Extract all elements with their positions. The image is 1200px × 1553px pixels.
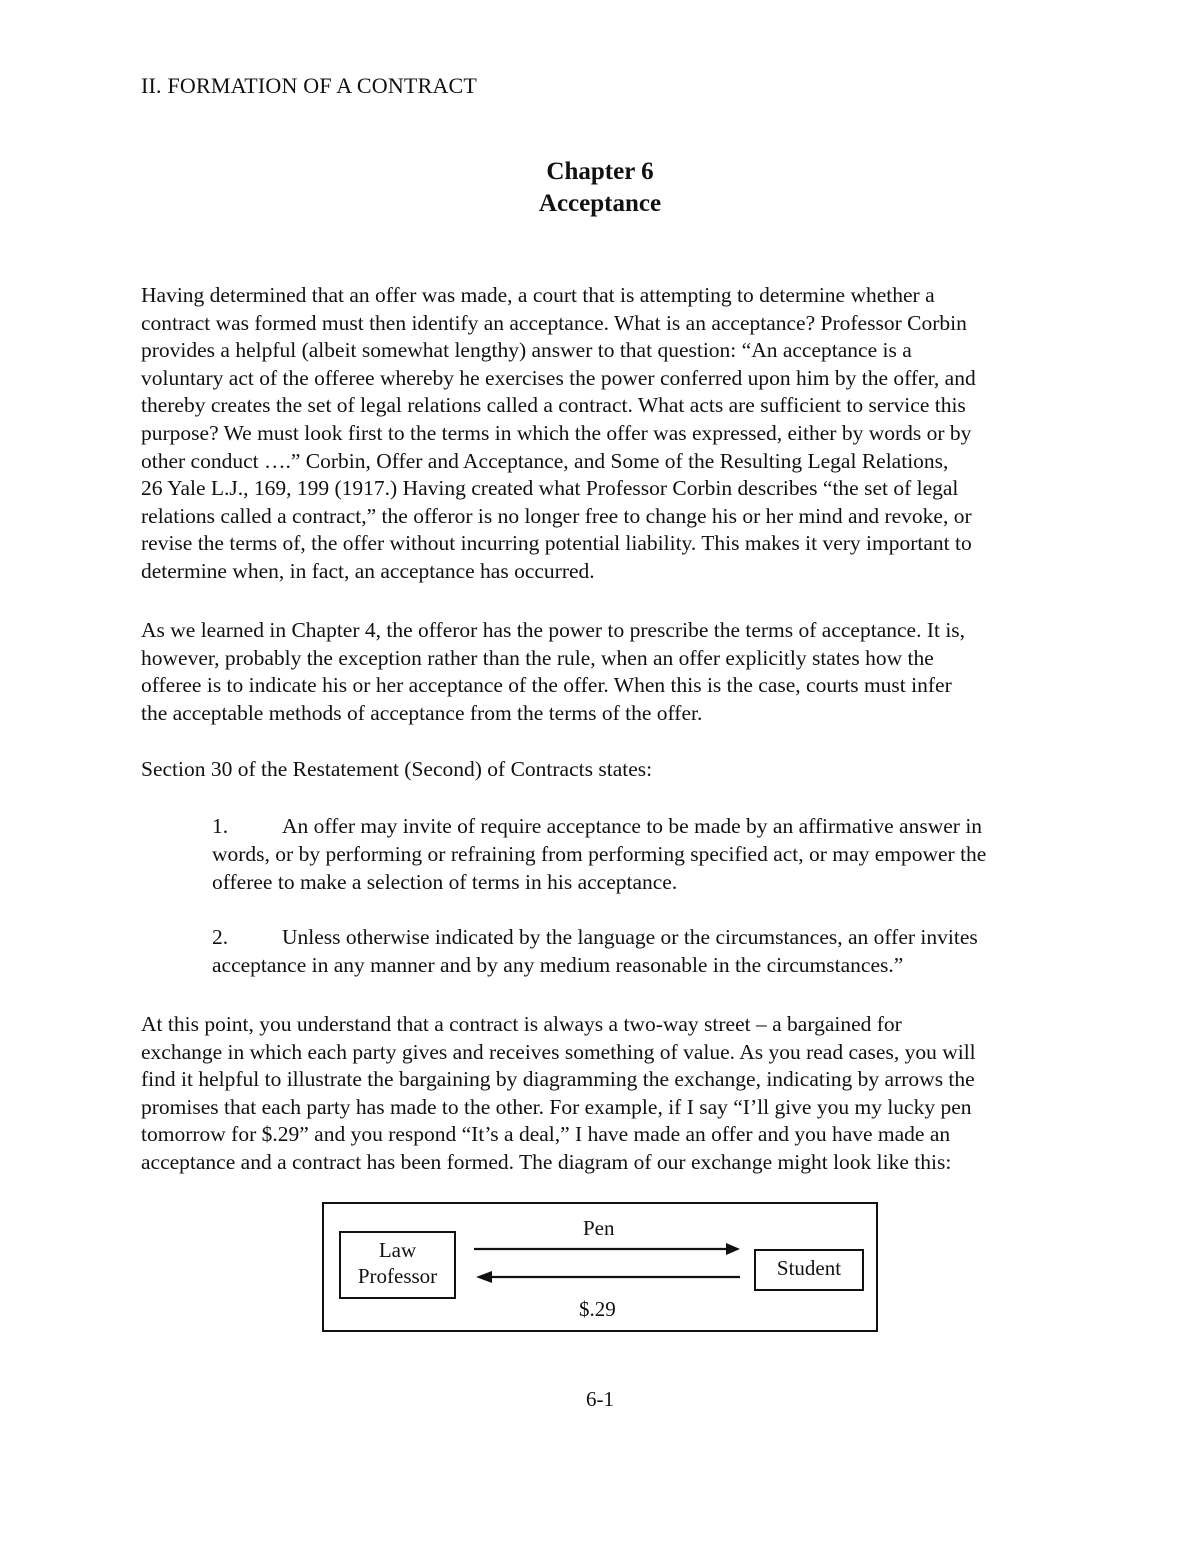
list-line <box>212 812 1072 840</box>
law-professor-box <box>339 1231 456 1299</box>
text-line: the acceptable methods of acceptance from the terms of the offer. <box>141 700 703 725</box>
text-line: provides a helpful (albeit somewhat lengthy) answer to that question: “An acceptance is a <box>141 338 912 363</box>
pen-label: Pen <box>583 1216 615 1240</box>
list-text: Unless otherwise indicated by the language or the circumstances, an offer invites <box>282 925 978 949</box>
page-number: 6-1 <box>586 1387 614 1411</box>
list-line: acceptance in any manner and by any medium reasonable in the circumstances.” <box>212 953 904 977</box>
text-line: promises that each party has made to the other. For example, if I say “I’ll give you my lucky pen <box>141 1094 972 1119</box>
arrow-to-professor-head <box>476 1271 492 1283</box>
student-box: Student <box>754 1249 864 1291</box>
paragraph-offeror-power <box>141 617 1061 727</box>
text-line: Section 30 of the Restatement (Second) of Contracts states: <box>141 757 653 781</box>
section-heading: II. FORMATION OF A CONTRACT <box>141 73 478 98</box>
text-line: 26 Yale L.J., 169, 199 (1917.) Having created what Professor Corbin describes “the set of legal <box>141 476 959 501</box>
text-line: Having determined that an offer was made, a court that is attempting to determine whether a <box>141 283 935 307</box>
text-line: purpose? We must look first to the terms in which the offer was expressed, either by words or by <box>141 420 972 445</box>
text-line: relations called a contract,” the offeror is no longer free to change his or her mind and revoke, or <box>141 503 972 528</box>
text-line: thereby creates the set of legal relations called a contract. What acts are sufficient to service this <box>141 393 966 418</box>
paragraph-two-way-street <box>141 1011 1061 1177</box>
chapter-title: Chapter 6 <box>546 158 654 185</box>
list-item-1 <box>212 812 1072 896</box>
paragraph-restatement-intro <box>141 756 1061 784</box>
text-line: tomorrow for $.29” and you respond “It’s a deal,” I have made an offer and you have made an <box>141 1122 951 1147</box>
text-line: At this point, you understand that a contract is always a two-way street – a bargained for <box>141 1012 902 1036</box>
text-line: exchange in which each party gives and receives something of value. As you read cases, you will <box>141 1039 976 1064</box>
text-line: voluntary act of the offeree whereby he exercises the power conferred upon him by the offer, and <box>141 365 976 390</box>
list-number: 2. <box>212 925 229 949</box>
price-label: $.29 <box>579 1297 616 1321</box>
text-line: find it helpful to illustrate the bargaining by diagramming the exchange, indicating by arrows the <box>141 1067 975 1092</box>
box-label: Law <box>378 1238 417 1262</box>
text-line: offeree is to indicate his or her acceptance of the offer. When this is the case, courts must infer <box>141 673 952 698</box>
text-line: determine when, in fact, an acceptance has occurred. <box>141 558 595 583</box>
list-line: words, or by performing or refraining from performing specified act, or may empower the <box>212 842 987 866</box>
box-label: Professor <box>357 1264 438 1288</box>
exchange-diagram <box>322 1202 878 1332</box>
paragraph-intro <box>141 282 1061 586</box>
chapter-subtitle: Acceptance <box>538 190 662 217</box>
list-text: An offer may invite of require acceptance to be made by an affirmative answer in <box>282 814 983 838</box>
list-item-2 <box>212 923 1072 979</box>
text-line: revise the terms of, the offer without incurring potential liability. This makes it very important to <box>141 531 972 556</box>
list-line: offeree to make a selection of terms in his acceptance. <box>212 870 678 894</box>
list-number: 1. <box>212 814 229 838</box>
text-line: contract was formed must then identify an acceptance. What is an acceptance? Professor Corbin <box>141 310 967 335</box>
text-line: acceptance and a contract has been formed. The diagram of our exchange might look like this: <box>141 1149 952 1174</box>
text-line: other conduct ….” Corbin, Offer and Acceptance, and Some of the Resulting Legal Relations, <box>141 448 949 473</box>
text-line: As we learned in Chapter 4, the offeror has the power to prescribe the terms of acceptance. It is, <box>141 618 966 642</box>
list-line <box>212 923 1072 951</box>
text-line: however, probably the exception rather than the rule, when an offer explicitly states how the <box>141 645 934 670</box>
arrow-to-student-head <box>726 1243 740 1255</box>
